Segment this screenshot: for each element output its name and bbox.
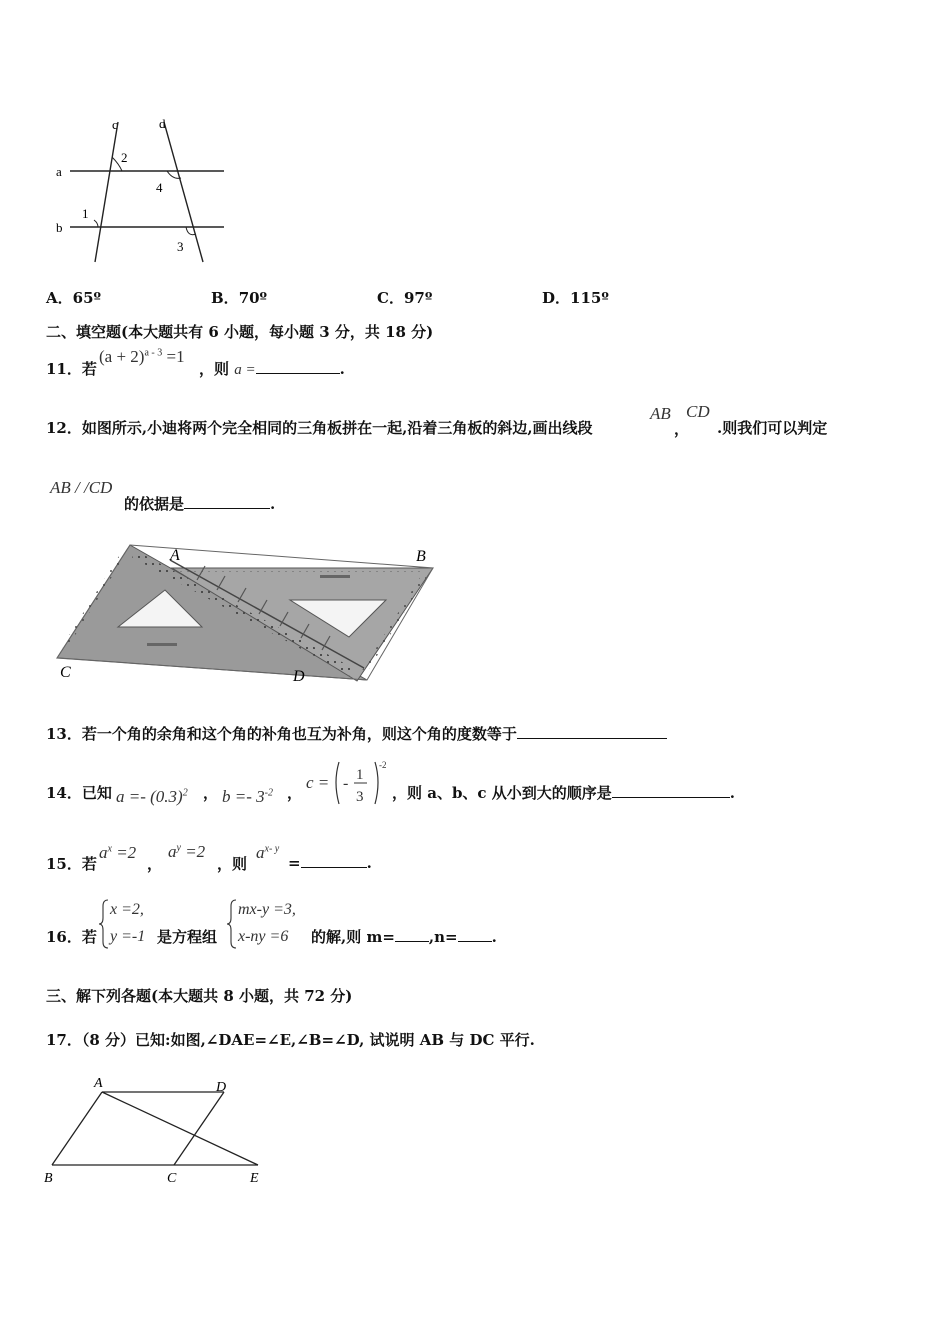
svg-text:1: 1 (356, 767, 364, 783)
q14-answer-blank (612, 783, 730, 798)
label-A: A (94, 1076, 103, 1091)
label-B: B (416, 548, 426, 565)
label-d: d (159, 116, 166, 131)
parallel-lines-figure (40, 110, 240, 270)
q14-expr-a: $a =- (0.3)^2$ (116, 787, 188, 806)
q15-answer-blank (301, 853, 367, 868)
q14-tail: ，则 a、b、c 从小到大的顺序是 . (392, 784, 736, 802)
q14-sep2: ， (287, 784, 303, 802)
q16-brace-2 (226, 898, 238, 950)
svg-text:3: 3 (356, 789, 364, 805)
question-16: 16．若 (46, 928, 97, 946)
q16-sys1-line1: x =2, (110, 901, 144, 918)
q12-tail: 的依据是 . (124, 495, 276, 513)
q12-answer-blank (184, 494, 270, 509)
q16-m-blank (395, 927, 429, 942)
label-b: b (56, 220, 63, 235)
label-4: 4 (156, 180, 163, 195)
option-a: A．65º (46, 289, 102, 307)
option-d: D．115º (542, 289, 609, 307)
option-b: B．70º (211, 289, 268, 307)
segment-AB (52, 1092, 102, 1165)
question-11: 11．若 (46, 360, 97, 378)
q12-segment-cd: CD (686, 402, 710, 421)
q15-expr-2: $a^y =2$ (168, 842, 206, 861)
question-17: 17．（8 分）已知:如图,∠DAE=∠E,∠B=∠D, 试说明 AB 与 DC 平行. (46, 1031, 535, 1049)
section-2-heading: 二、填空题(本大题共有 6 小题，每小题 3 分，共 18 分) (46, 323, 434, 341)
q15-sep: ， (147, 855, 163, 873)
set-squares-figure (52, 540, 444, 690)
q16-mid: 是方程组 (157, 928, 218, 946)
q16-sys2-line2: x-ny =6 (238, 928, 289, 945)
q14-expr-c-fraction (332, 758, 392, 808)
q13-answer-blank (517, 724, 667, 739)
q12-parallel-expr: AB / /CD (50, 478, 113, 497)
q15-tail: = . (288, 854, 372, 872)
label-D: D (293, 668, 305, 685)
q14-sep1: ， (203, 784, 219, 802)
q16-tail: 的解,则 m= ,n= . (311, 928, 497, 946)
q12-comma: ， (674, 420, 690, 438)
label-B: B (44, 1171, 53, 1186)
label-c: c (112, 117, 118, 132)
q11-answer-blank (256, 359, 340, 374)
option-c: C．97º (377, 289, 433, 307)
q15-expr-1: $a^x =2$ (99, 843, 137, 862)
svg-text:-2: -2 (379, 760, 387, 770)
segment-AE (102, 1092, 258, 1165)
label-A: A (170, 547, 180, 564)
q12-text2: .则我们可以判定 (717, 419, 828, 437)
label-a: a (56, 164, 62, 179)
parallelogram-figure (40, 1070, 280, 1190)
label-C: C (60, 664, 71, 681)
q14-expr-c-lhs: c = (306, 773, 330, 792)
label-3: 3 (177, 239, 184, 254)
label-E: E (250, 1171, 259, 1186)
q12-segment-ab: AB (650, 404, 671, 423)
q11-tail: ，则 a = . (199, 360, 345, 378)
q15-expr-3: $a^{x- y}$ (256, 843, 280, 862)
q16-brace-1 (98, 898, 110, 950)
label-D: D (216, 1080, 227, 1095)
svg-text:-: - (343, 775, 349, 792)
label-2: 2 (121, 150, 128, 165)
q14-expr-b: $b =- 3^{-2}$ (222, 787, 273, 806)
angle-1-arc (94, 220, 98, 227)
question-14: 14．已知 (46, 784, 112, 802)
q11-equation: $(a + 2)^{a - 3} =1$ (99, 347, 185, 366)
question-12: 12．如图所示,小迪将两个完全相同的三角板拼在一起,沿着三角板的斜边,画出线段 (46, 419, 593, 437)
label-C: C (167, 1171, 177, 1186)
line-d (164, 122, 203, 262)
label-1: 1 (82, 206, 89, 221)
q16-sys2-line1: mx-y =3, (238, 901, 296, 918)
q15-mid: ，则 (217, 855, 248, 873)
q16-sys1-line2: y =-1 (110, 928, 146, 945)
line-c (95, 122, 118, 262)
q16-n-blank (458, 927, 492, 942)
question-13: 13．若一个角的余角和这个角的补角也互为补角，则这个角的度数等于 (46, 723, 667, 744)
question-15: 15．若 (46, 855, 97, 873)
section-3-heading: 三、解下列各题(本大题共 8 小题，共 72 分) (46, 987, 353, 1005)
